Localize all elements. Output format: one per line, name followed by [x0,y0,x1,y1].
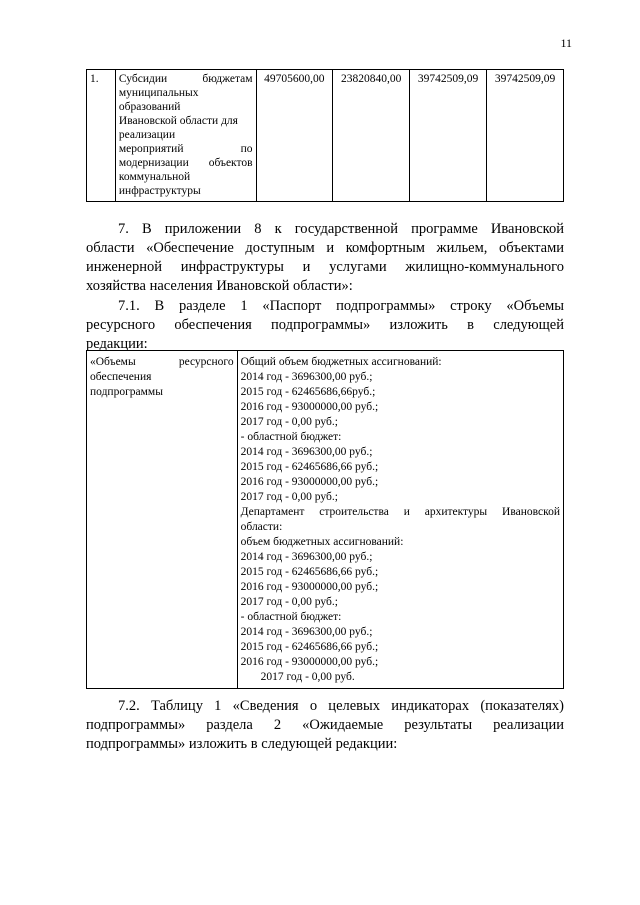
description-line: инфраструктуры [118,185,201,197]
paragraph-line: инженерной инфраструктуры и услугами жилищно-коммунального [86,259,564,275]
paragraph-line: подпрограммы» раздела 2 «Ожидаемые результаты реализации [86,717,564,733]
page-number: 11 [560,36,572,50]
value-line: 2016 год - 93000000,00 руб.; [240,476,379,488]
value-line: Общий объем бюджетных ассигнований: [240,356,442,368]
value-line: 2017 год - 0,00 руб. [260,671,355,683]
value-line: объем бюджетных ассигнований: [240,536,404,548]
paragraph-line: области «Обеспечение доступным и комфортным жильем, объектами [86,240,564,256]
value-line: 2014 год - 3696300,00 руб.; [240,551,373,563]
paragraph-7 [86,220,564,296]
row-description [115,70,256,202]
description-line: мероприятий по [118,143,253,155]
value-line: - областной бюджет: [240,431,342,443]
value-cell: 49705600,00 [256,70,333,202]
value-line: области: [240,521,283,533]
description-line: муниципальных [118,87,199,99]
description-line: коммунальной [118,171,191,183]
passport-table [86,350,564,689]
value-line: 2016 год - 93000000,00 руб.; [240,581,379,593]
paragraph-line: хозяйства населения Ивановской области»: [86,278,353,294]
value-line: 2015 год - 62465686,66 руб.; [240,461,379,473]
value-line: 2014 год - 3696300,00 руб.; [240,626,373,638]
value-line: Департамент строительства и архитектуры Ивановской [240,506,560,518]
paragraph-7-1 [86,297,564,354]
paragraph-line: 7.1. В разделе 1 «Паспорт подпрограммы» строку «Объемы [118,298,564,314]
value-cell: 39742509,09 [487,70,564,202]
table-row [87,70,564,202]
value-line: 2017 год - 0,00 руб.; [240,416,338,428]
description-line: образований [118,101,181,113]
value-line: 2017 год - 0,00 руб.; [240,596,338,608]
paragraph-line: 7.2. Таблицу 1 «Сведения о целевых индикаторах (показателях) [118,698,564,714]
value-line: 2015 год - 62465686,66руб.; [240,386,376,398]
value-line: 2017 год - 0,00 руб.; [240,491,338,503]
value-line: 2014 год - 3696300,00 руб.; [240,371,373,383]
subsidy-table [86,69,564,202]
paragraph-line: ресурсного обеспечения подпрограммы» изложить в следующей [86,317,564,333]
value-line: 2016 год - 93000000,00 руб.; [240,656,379,668]
value-cell: 23820840,00 [333,70,410,202]
description-line: Ивановской области для [118,115,238,127]
paragraph-line: редакции: [86,336,148,352]
passport-value-cell [237,351,563,689]
paragraph-7-2 [86,697,564,754]
value-line: 2016 год - 93000000,00 руб.; [240,401,379,413]
description-line: Субсидии бюджетам [118,73,253,85]
description-line: реализации [118,129,176,141]
paragraph-line: подпрограммы» изложить в следующей редакции: [86,736,398,752]
passport-label-cell [87,351,238,689]
value-cell: 39742509,09 [410,70,487,202]
label-line: обеспечения [90,371,152,383]
row-number: 1. [87,70,116,202]
label-line: «Объемы ресурсного [90,356,234,368]
value-line: - областной бюджет: [240,611,342,623]
value-line: 2015 год - 62465686,66 руб.; [240,566,379,578]
table-row [87,351,564,689]
description-line: модернизации объектов [118,157,253,169]
value-line: 2014 год - 3696300,00 руб.; [240,446,373,458]
label-line: подпрограммы [90,386,163,398]
paragraph-line: 7. В приложении 8 к государственной программе Ивановской [118,221,564,237]
value-line: 2015 год - 62465686,66 руб.; [240,641,379,653]
